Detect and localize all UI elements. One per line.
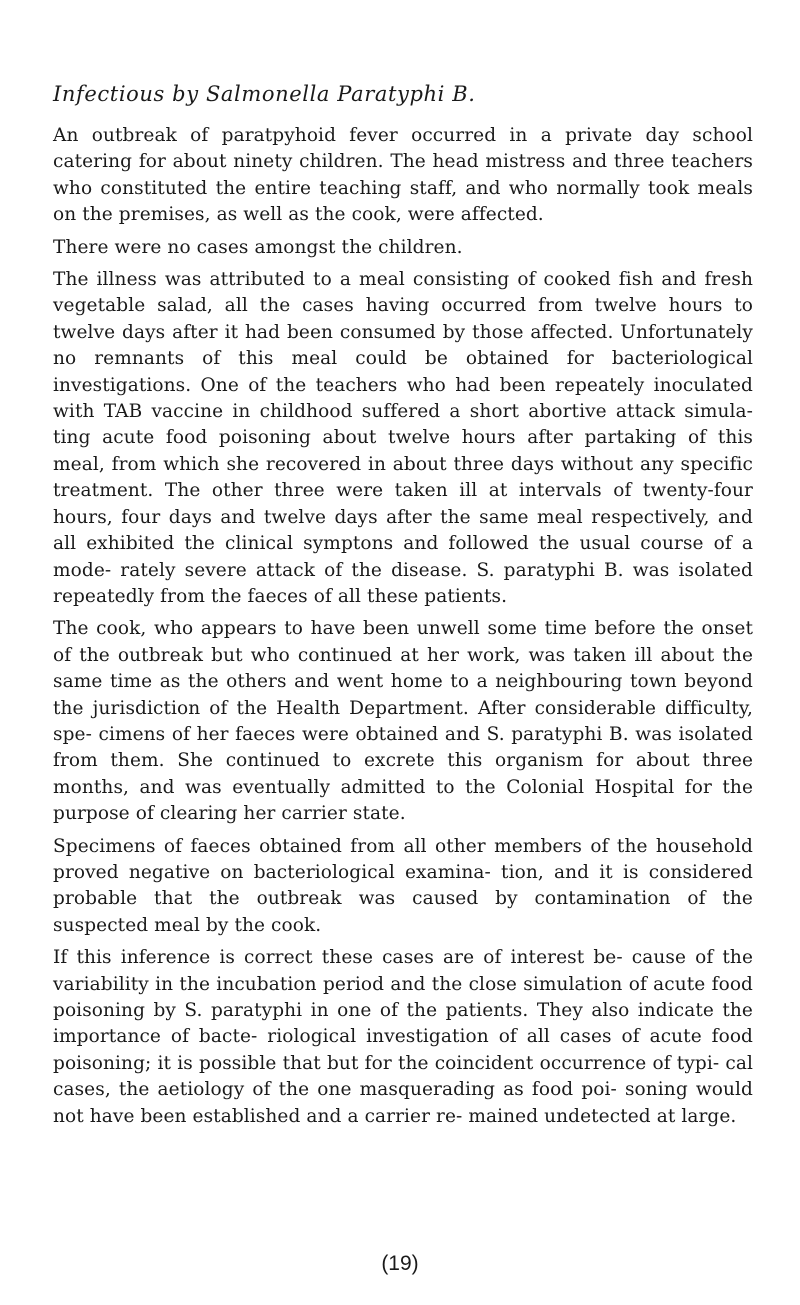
paragraph-no-cases: There were no cases amongst the children. <box>53 236 463 258</box>
paragraph-inference: If this inference is correct these cases are of interest be- cause of the variability in the incubation period and the close simulation of acute food poisoning by S. paratyphi in one of the patients. They also indicate the importance of bacte- riological investigation of all cases of acute food poisoning; it is possible that but for the coincident occurrence of typi- cal cases, the aetiology of the one masquerading as food poi- soning would not have been established and a carrier re- mained undetected at large. <box>53 947 753 1127</box>
page-number: (19) <box>381 1252 419 1275</box>
section-heading: Infectious by Salmonella Paratyphi B. <box>53 82 476 106</box>
paragraph-outbreak: An outbreak of paratpyhoid fever occurred in a private day school catering for about ninety children. The head mistress and three teachers who constituted the entire teaching staff, and who normally took meals on the premises, as well as the cook, were affected. <box>53 125 753 226</box>
paragraph-illness: The illness was attributed to a meal consisting of cooked fish and fresh vegetable salad, all the cases having occurred from twelve hours to twelve days after it had been consumed by those affected. Unfortunately no remnants of this meal could be obtained for bacteriological investigations. One of the teachers who had been repeately inoculated with TAB vaccine in childhood suffered a short abortive attack simula- ting acute food poisoning about twelve hours after partaking of this meal, from which she recovered in about three days without any specific treatment. The other three were taken ill at intervals of twenty-four hours, four days and twelve days after the same meal respectively, and all exhibited the clinical symptons and followed the usual course of a mode- rately severe attack of the disease. S. paratyphi B. was isolated repeatedly from the faeces of all these patients. <box>53 269 753 607</box>
paragraph-cook: The cook, who appears to have been unwell some time before the onset of the outbreak but who continued at her work, was taken ill about the same time as the others and went home to a neighbouring town beyond the jurisdiction of the Health Department. After considerable difficulty, spe- cimens of her faeces were obtained and S. paratyphi B. was isolated from them. She continued to excrete this organism for about three months, and was eventually admitted to the Colonial Hospital for the purpose of clearing her carrier state. <box>53 618 753 825</box>
paragraph-specimens: Specimens of faeces obtained from all other members of the household proved negative on bacteriological examina- tion, and it is considered probable that the outbreak was caused by contamination of the suspected meal by the cook. <box>53 835 753 936</box>
document-page <box>53 82 753 1136</box>
